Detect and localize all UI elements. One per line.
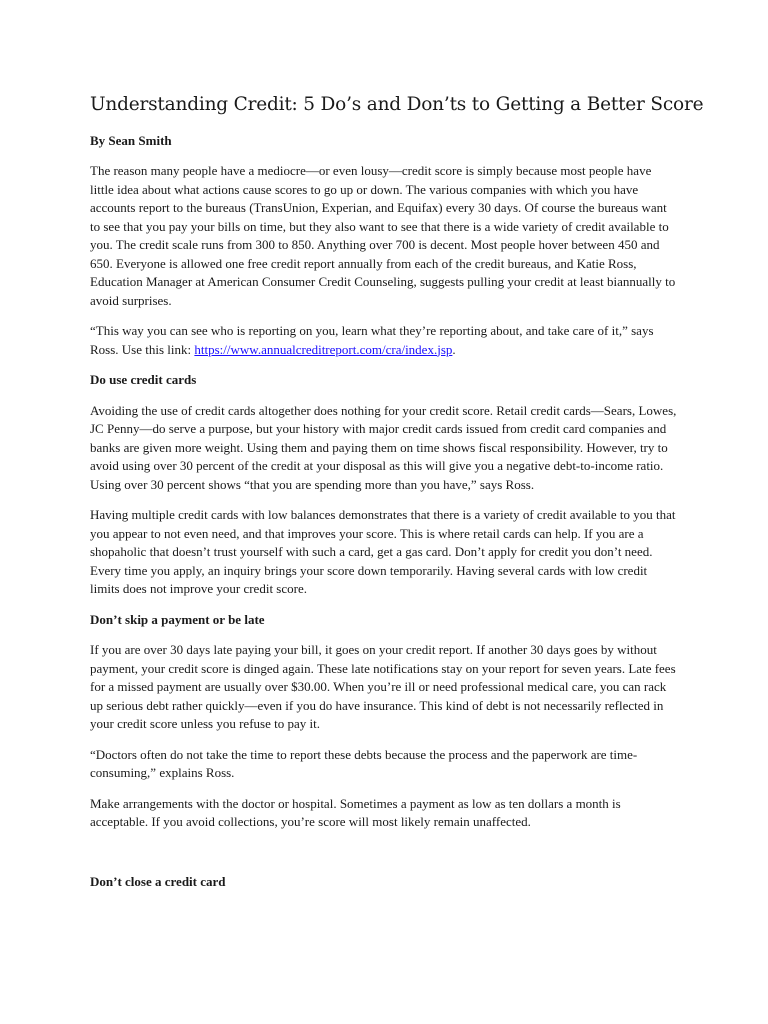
section1-paragraph-1: Avoiding the use of credit cards altogether does nothing for your credit score. Retail credit cards—Sears, Lowes, JC Penny—do serve a purpose, but your history with major credit cards issued from credit card companies and banks are given more weight. Using them and paying them on time shows fiscal responsibility. However, try to avoid using over 30 percent of the credit at your disposal as this will give you a negative debt-to-income ratio. Using over 30 percent shows “that you are spending more than you have,” says Ross. bbox=[90, 402, 677, 492]
document-title: Understanding Credit: 5 Do’s and Don’ts to Getting a Better Score bbox=[90, 94, 704, 115]
section2-paragraph-2: “Doctors often do not take the time to report these debts because the process and the paperwork are time-consuming,” explains Ross. bbox=[90, 746, 638, 780]
section2-paragraph-3: Make arrangements with the doctor or hospital. Sometimes a payment as low as ten dollars a month is acceptable. If you avoid collections, you’re score will most likely remain unaffected. bbox=[90, 795, 621, 829]
intro-paragraph-1: The reason many people have a mediocre—or even lousy—credit score is simply because most people have little idea about what actions cause scores to go up or down. The various companies with which you have accounts report to the bureaus (TransUnion, Experian, and Equifax) every 30 days. Of course the bureaus want to see that you pay your bills on time, but they also want to see that there is a wide variety of credit available to you. The credit scale runs from 300 to 850. Anything over 700 is decent. Most people hover between 450 and 650. Everyone is allowed one free credit report annually from each of the credit bureaus, and Katie Ross, Education Manager at American Consumer Credit Counseling, suggests pulling your credit at least biannually to avoid surprises. bbox=[90, 163, 676, 308]
section-heading-dont-skip-payment: Don’t skip a payment or be late bbox=[90, 611, 265, 627]
intro-quote-text: “This way you can see who is reporting on you, learn what they’re reporting about, and take care of it,” says Ross. Use this link: bbox=[90, 323, 654, 357]
byline: By Sean Smith bbox=[90, 133, 172, 148]
spacer bbox=[90, 844, 678, 873]
annual-credit-report-link[interactable]: https://www.annualcreditreport.com/cra/index.jsp bbox=[194, 341, 453, 357]
section2-paragraph-1: If you are over 30 days late paying your bill, it goes on your credit report. If another 30 days goes by without payment, your credit score is dinged again. These late notifications stay on your report for seven years. Late fees for a missed payment are usually over $30.00. When you’re ill or need professional medical care, you can rack up serious debt rather quickly—even if you do have insurance. This kind of debt is not necessarily reflected in your credit score unless you refuse to pay it. bbox=[90, 642, 676, 731]
section1-paragraph-2: Having multiple credit cards with low balances demonstrates that there is a variety of credit available to you that you appear to not even need, and that improves your score. This is where retail cards can help. If you are a shopaholic that doesn’t trust yourself with such a card, get a gas card. Don’t apply for credit you don’t need. Every time you apply, an inquiry brings your score down temporarily. Having several cards with low credit limits does not improve your credit score. bbox=[90, 507, 676, 596]
intro-paragraph-2 bbox=[90, 322, 678, 359]
section-heading-use-credit-cards: Do use credit cards bbox=[90, 372, 197, 387]
intro-quote-end: . bbox=[452, 341, 456, 357]
section-heading-dont-close-credit-card: Don’t close a credit card bbox=[90, 873, 226, 889]
